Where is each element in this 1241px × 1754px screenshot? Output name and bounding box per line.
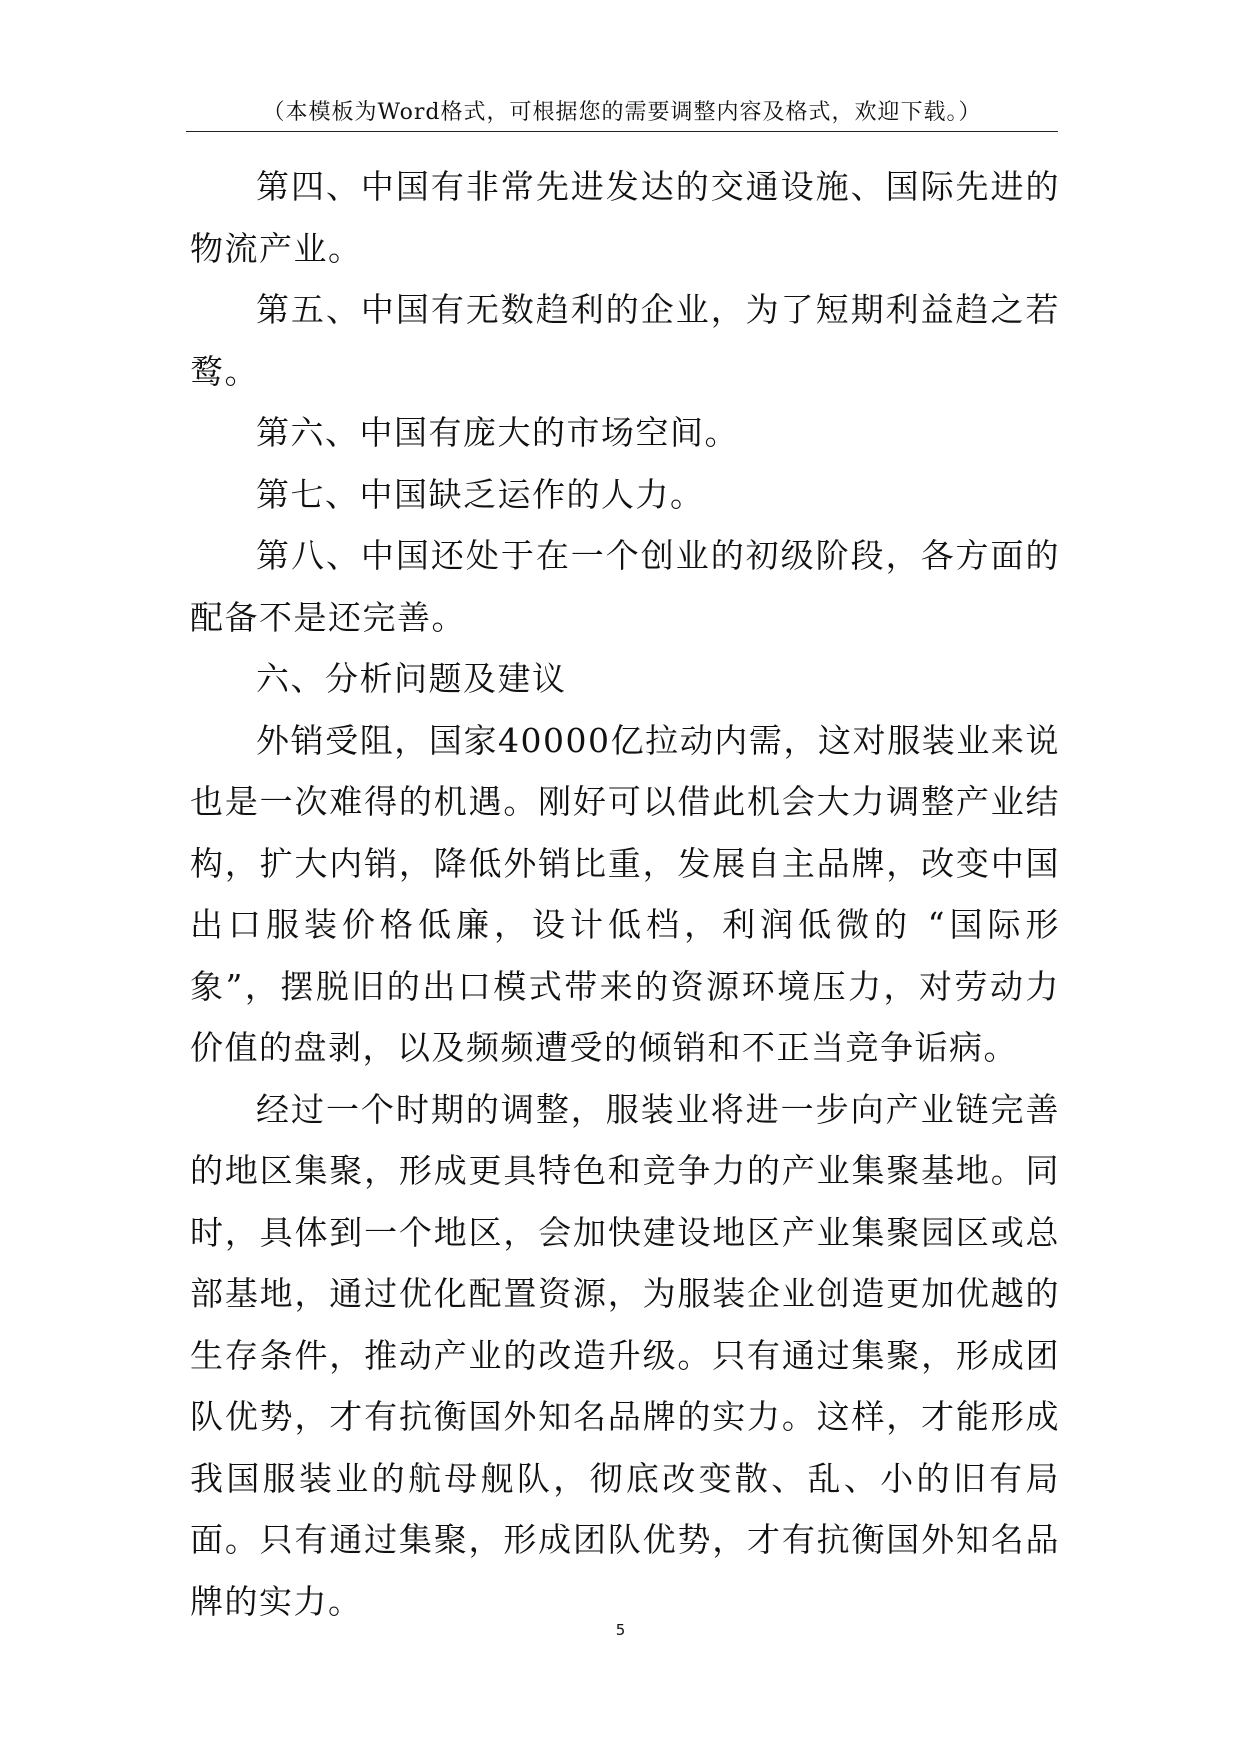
paragraph-eighth-point: 第八、中国还处于在一个创业的初级阶段，各方面的配备不是还完善。 (190, 536, 1060, 637)
paragraph-fourth-point: 第四、中国有非常先进发达的交通设施、国际先进的物流产业。 (190, 167, 1060, 268)
paragraph-seventh-point: 第七、中国缺乏运作的人力。 (256, 474, 705, 514)
paragraph-sixth-point: 第六、中国有庞大的市场空间。 (256, 413, 739, 452)
section-heading: 六、分析问题及建议 (256, 659, 567, 698)
paragraph-industry-cluster: 经过一个时期的调整，服装业将进一步向产业链完善的地区集聚，形成更具特色和竞争力的产业集聚基地。同时，具体到一个地区，会加快建设地区产业集聚园区或总部基地，通过优化配置资源，为服装企业创造更加优越的生存条件，推动产业的改造升级。只有通过集聚，形成团队优势，才有抗衡国外知名品牌的实力。这样，才能形成我国服装业的航母舰队，彻底改变散、乱、小的旧有局面。只有通过集聚，形成团队优势，才有抗衡国外知名品牌的实力。 (190, 1089, 1060, 1621)
paragraph-fifth-point: 第五、中国有无数趋利的企业，为了短期利益趋之若鹜。 (190, 290, 1060, 391)
page-number: 5 (615, 1621, 626, 1639)
document-body (190, 156, 1060, 1632)
paragraph-export-analysis: 外销受阻，国家40000亿拉动内需，这对服装业来说也是一次难得的机遇。刚好可以借此机会大力调整产业结构，扩大内销，降低外销比重，发展自主品牌，改变中国出口服装价格低廉，设计低档，利润低微的 “国际形象”，摆脱旧的出口模式带来的资源环境压力，对劳动力价值的盘剥，以及频频遭受的倾销和不正当竞争诟病。 (190, 720, 1060, 1067)
header-divider (186, 131, 1058, 132)
page-header: （本模板为Word格式，可根据您的需要调整内容及格式，欢迎下载。） (262, 100, 982, 125)
